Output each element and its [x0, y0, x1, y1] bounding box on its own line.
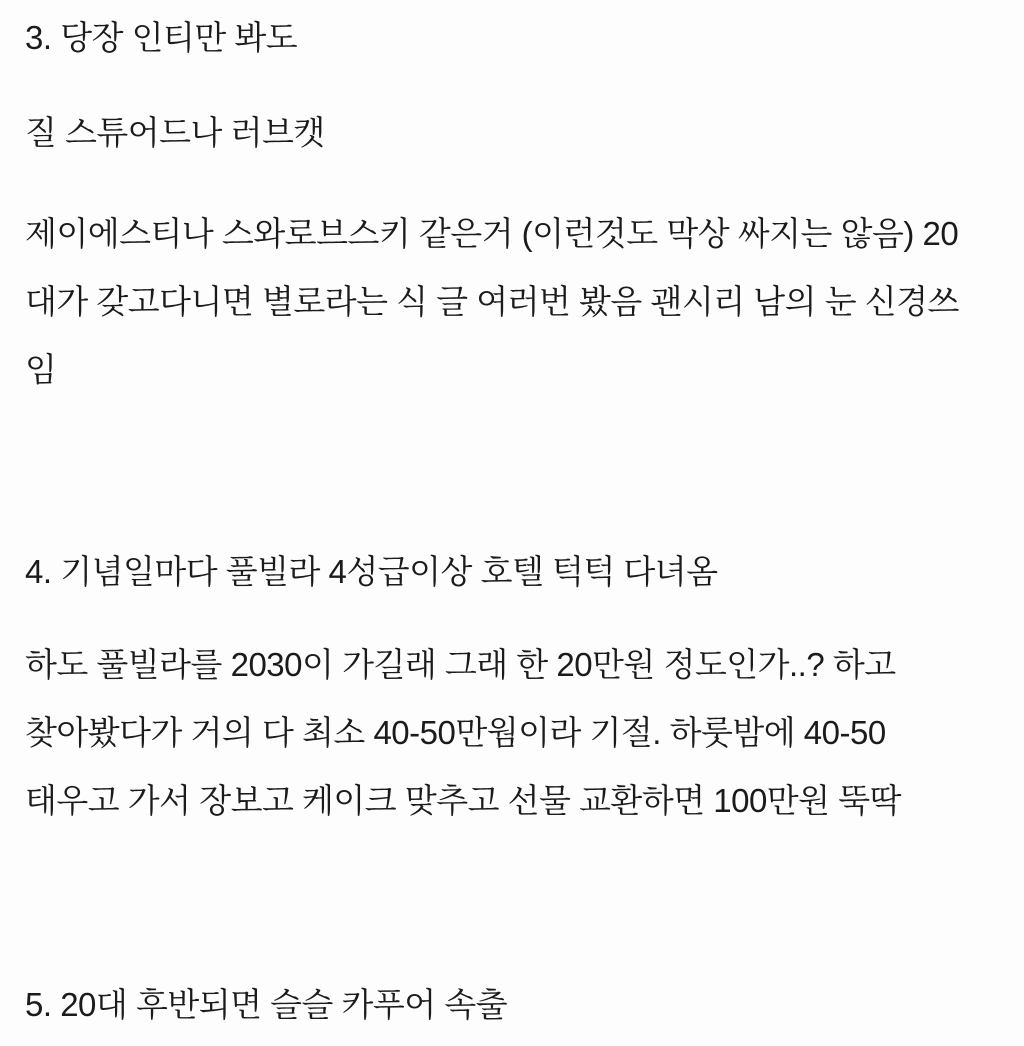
post-body: [0, 18, 1024, 1046]
list-item-3-heading: [25, 18, 1014, 58]
text-line: 대가 갖고다니면 별로라는 식 글 여러번 봤음 괜시리 남의 눈 신경쓰: [25, 283, 959, 320]
list-item-4-body: [25, 631, 1014, 835]
list-item-5-heading: [25, 985, 1014, 1025]
text-line: 질 스튜어드나 러브캣: [25, 114, 325, 151]
text-line: 5. 20대 후반되면 슬슬 카푸어 속출: [25, 986, 508, 1023]
list-item-3-example: [25, 113, 1014, 153]
list-item-3-body: [25, 200, 1014, 404]
text-line: 하도 풀빌라를 2030이 가길래 그래 한 20만원 정도인가..? 하고: [25, 646, 896, 683]
text-line: 4. 기념일마다 풀빌라 4성급이상 호텔 턱턱 다녀옴: [25, 553, 718, 590]
text-line: 제이에스티나 스와로브스키 같은거 (이런것도 막상 싸지는 않음) 20: [25, 215, 959, 252]
list-item-4-heading: [25, 552, 1014, 592]
text-line: 찾아봤다가 거의 다 최소 40-50만웜이라 기절. 하룻밤에 40-50: [25, 714, 886, 751]
text-line: 임: [25, 351, 57, 388]
text-line: 태우고 가서 장보고 케이크 맞추고 선물 교환하면 100만원 뚝딱: [25, 782, 901, 819]
text-line: 3. 당장 인티만 봐도: [25, 19, 298, 56]
